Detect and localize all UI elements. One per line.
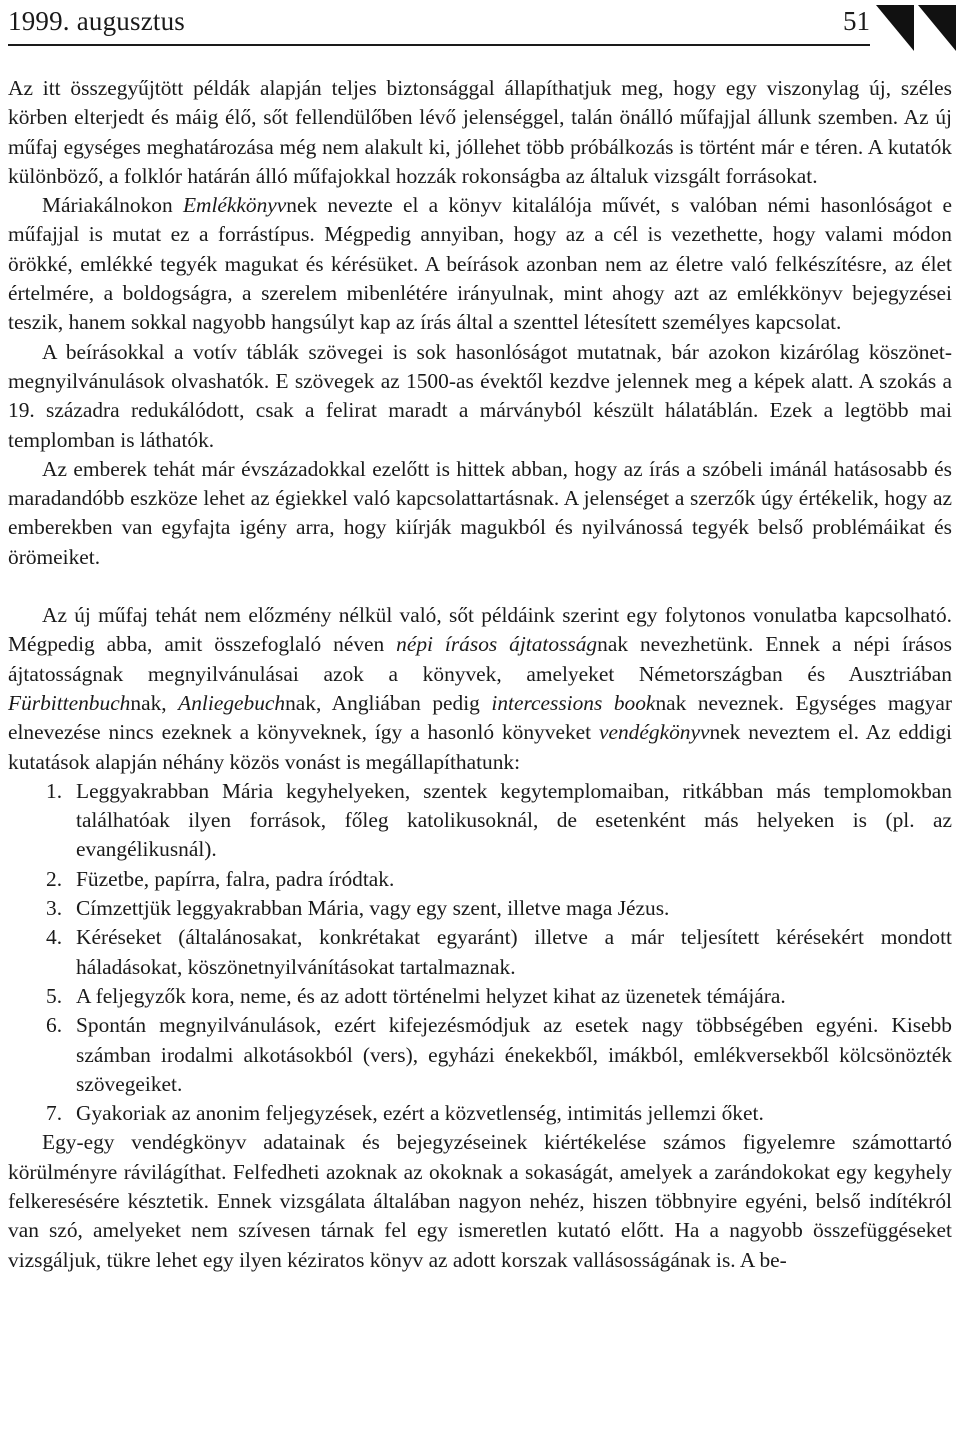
term-nepi-irasos: népi írásos ájtatosság [396,632,598,657]
paragraph-uj-mufaj: Az új műfaj tehát nem előzmény nélkül való, sőt példáink szerint egy folytonos vonulatba kapcsolható. Mégpedig abba, amit összefoglaló néven népi írásos ájtatosságnak nevezhetünk. Ennek a népi írásos ájtatosságnak megnyilvánulásai azok a könyvek, amelyeket Németországban és Ausztriában Fürbittenbuchnak, Anliegebuchnak, Angliában pedig intercessions booknak neveznek. Egységes magyar elnevezése nincs ezeknek a könyveknek, így a hasonló könyveket vendégkönyvnek neveztem el. Az eddigi kutatások alapján néhány közös vonást is megállapíthatunk: [8,603,952,774]
list-item: 1. Leggyakrabban Mária kegyhelyeken, szentek kegytemplomaiban, ritkábban más templomokban találhatóak ilyen források, főleg katolikusoknál, de esetenként más helyeken is (pl. az evangélikusnál). [46,778,952,862]
paragraph-intro: Az itt összegyűjtött példák alapján teljes biztonsággal állapíthatjuk meg, hogy egy viszonylag új, széles körben elterjedt és máig élő, sőt fellendülőben lévő jelenséggel, talán önálló műfajjal állunk szemben. Az új műfaj egységes meghatározása még nem alakult ki, jóllehet több próbálkozás is történt már e téren. A kutatók különböző, a folklór határán álló műfajokkal hozzák rokonságba az általuk vizsgált forrásokat. [8,76,952,188]
term-intercessions: intercessions book [491,690,656,715]
paragraph-gap [8,572,952,601]
list-item: 6. Spontán megnyilvánulások, ezért kifejezésmódjuk az esetek nagy többségében egyéni. Kisebb számban irodalmi alkotásokból (vers), egyházi énekekből, imákból, emlékversekből kölcsönözték szövegeiket. [46,1013,952,1096]
list-item: 3. Címzettjük leggyakrabban Mária, vagy egy szent, illetve maga Jézus. [46,896,670,921]
running-header [8,0,952,48]
list-item: 2. Füzetbe, papírra, falra, padra íródtak. [46,866,395,891]
paragraph-votiv: A beírásokkal a votív táblák szövegei is sok hasonlóságot mutatnak, bár azokon kizárólag köszönet-megnyilvánulások olvashatók. E szövegek az 1500-as évektől kezdve jelennek meg a képek alatt. A szokás a 19. századra redukálódott, csak a felirat maradt a márványból készült hálatáblán. Ezek a legtöbb mai templomban is láthatók. [8,339,952,452]
paragraph-emlekkonyv: Máriakálnokon Emlékkönyvnek nevezte el a könyv kitalálója művét, s valóban némi hasonlóságot e műfajjal is mutat ez a forrástípus. Mégpedig annyiban, hogy az a cél is vezethette, hogy valami módon örökké, emlékké tegyék magukat és kérésüket. A beírások azonban nem az életre való felkészítésre, az élet értelmére, a boldogságra, a szerelem mibenlétére irányulnak, mint ahogy azt az emlékkönyv bejegyzései teszik, hanem sokkal nagyobb hangsúlyt kap az írás által a szenttel létesített személyes kapcsolat. [8,193,953,335]
list-item: 7. Gyakoriak az anonim feljegyzések, ezért a közvetlenség, intimitás jellemzi őket. [46,1101,764,1126]
header-date: 1999. augusztus [8,6,185,36]
section-mark-icon [876,3,958,53]
list-item: 5. A feljegyzők kora, neme, és az adott történelmi helyzet kihat az üzenetek témájára. [46,983,786,1008]
paragraph-vendegkonyv: Egy-egy vendégkönyv adatainak és bejegyzéseinek kiértékelése számos figyelemre számottartó körülményre rávilágíthat. Felfedheti azoknak az okoknak a sokaságát, amelyek a zarándokokat egy kegyhely felkeresésére késztetik. Ennek vizsgálata általában nagyon nehéz, hiszen többnyire egyéni, belső indítékról van szó, amelyeket nem szívesen tárnak fel egy ismeretlen kutató előtt. Ha a nagyobb összefüggéseket vizsgáljuk, tükre lehet egy ilyen kéziratos könyv az adott korszak vallásosságának is. A be- [8,1130,952,1272]
term-vendegkonyv: vendégkönyv [599,720,710,745]
article-body [8,74,952,1275]
features-list [8,777,952,1129]
term-fuerbittenbuch: Fürbittenbuch [8,690,131,715]
paragraph-emberek: Az emberek tehát már évszázadokkal ezelőtt is hittek abban, hogy az írás a szóbeli imánál hatásosabb és maradandóbb eszköze lehet az égiekkel való kapcsolattartásnak. A jelenséget a szerzők úgy értékelik, hogy az emberekben van egyfajta igény arra, hogy kiírják magukból és nyilvánossá tegyék belső problémáikat és örömeiket. [8,456,952,569]
term-anliegebuch: Anliegebuch [178,690,286,715]
page-number: 51 [843,6,870,36]
list-item: 4. Kéréseket (általánosakat, konkrétakat egyaránt) illetve a már teljesített kérésekért mondott háladásokat, köszönetnyilvánításokat tartalmaznak. [46,925,952,979]
term-emlekkonyv: Emlékkönyv [182,193,287,218]
header-rule [8,44,870,46]
